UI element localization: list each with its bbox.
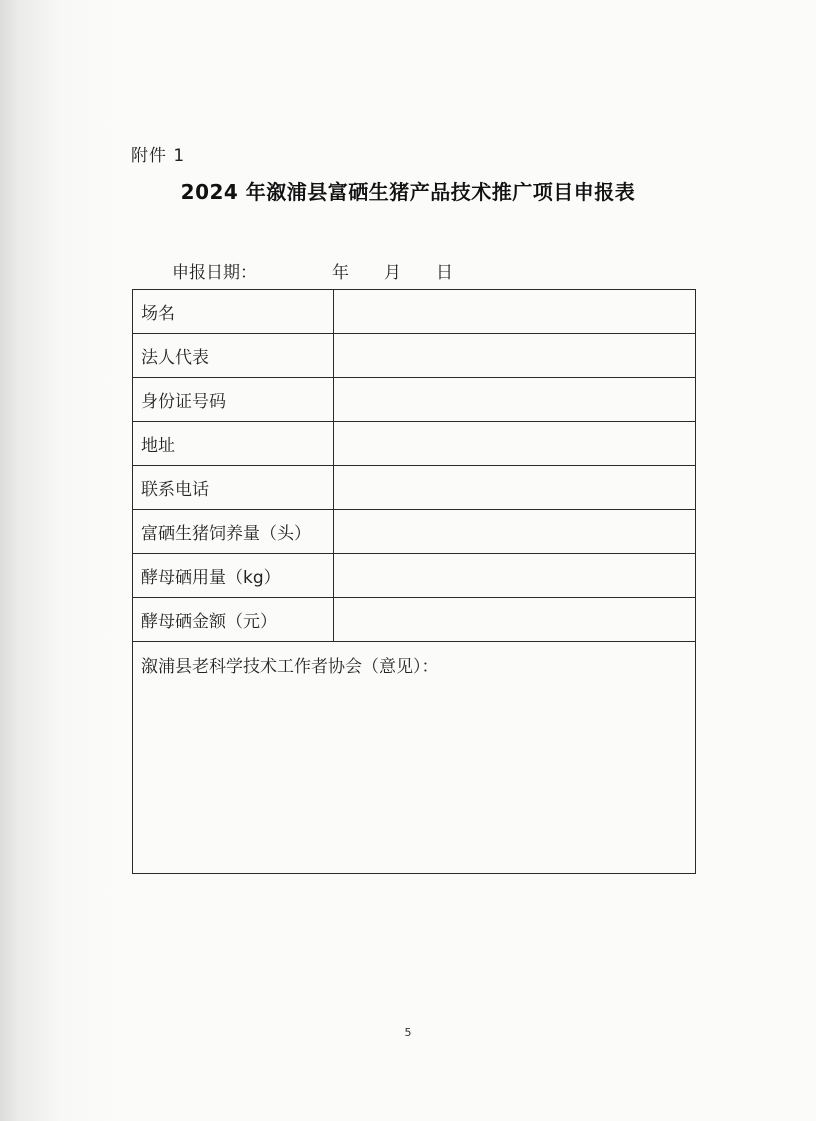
table-row xyxy=(133,554,696,598)
id-number-label: 身份证号码 xyxy=(133,378,334,422)
pig-count-field[interactable] xyxy=(334,510,696,554)
application-form-table xyxy=(132,289,696,874)
date-day: 日 xyxy=(436,263,453,283)
address-label: 地址 xyxy=(133,422,334,466)
pig-count-label: 富硒生猪饲养量（头） xyxy=(133,510,334,554)
table-row xyxy=(133,290,696,334)
association-opinion-label: 溆浦县老科学技术工作者协会（意见）： xyxy=(141,657,439,677)
farm-name-label: 场名 xyxy=(133,290,334,334)
address-field[interactable] xyxy=(334,422,696,466)
date-month: 月 xyxy=(384,263,401,283)
application-date-line xyxy=(172,258,453,283)
date-label: 申报日期： xyxy=(172,263,257,283)
table-row xyxy=(133,422,696,466)
yeast-selenium-amount-label: 酵母硒用量（kg） xyxy=(133,554,334,598)
date-year: 年 xyxy=(332,263,349,283)
attachment-label: 附件 1 xyxy=(131,146,186,166)
table-row xyxy=(133,378,696,422)
yeast-selenium-cost-label: 酵母硒金额（元） xyxy=(133,598,334,642)
legal-representative-label: 法人代表 xyxy=(133,334,334,378)
legal-representative-field[interactable] xyxy=(334,334,696,378)
yeast-selenium-cost-field[interactable] xyxy=(334,598,696,642)
table-row xyxy=(133,642,696,874)
binding-edge-shadow xyxy=(0,0,60,1121)
farm-name-field[interactable] xyxy=(334,290,696,334)
document-title: 2024 年溆浦县富硒生猪产品技术推广项目申报表 xyxy=(180,180,636,204)
phone-field[interactable] xyxy=(334,466,696,510)
table-row xyxy=(133,334,696,378)
yeast-selenium-amount-field[interactable] xyxy=(334,554,696,598)
phone-label: 联系电话 xyxy=(133,466,334,510)
table-row xyxy=(133,598,696,642)
id-number-field[interactable] xyxy=(334,378,696,422)
page-number: 5 xyxy=(404,1026,412,1039)
association-opinion-field[interactable] xyxy=(133,642,696,874)
table-row xyxy=(133,466,696,510)
table-row xyxy=(133,510,696,554)
